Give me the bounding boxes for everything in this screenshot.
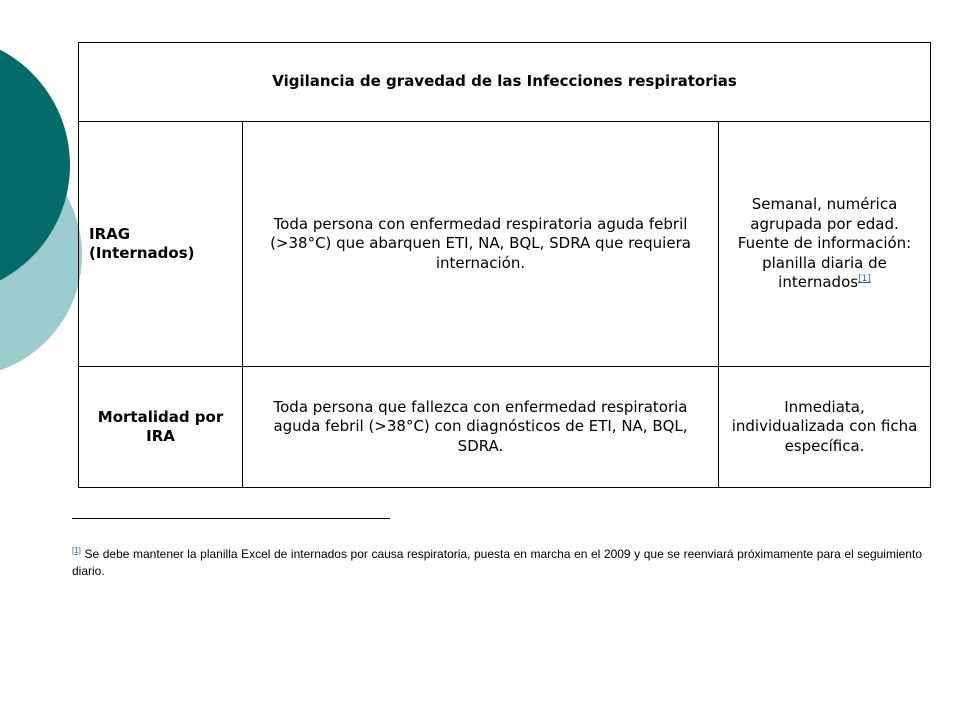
footnote-reference-link[interactable]: [1] — [858, 274, 871, 285]
row-label-mortality: Mortalidad por IRA — [79, 367, 243, 488]
dark-teal-circle — [0, 35, 70, 295]
table-header-row — [79, 43, 931, 122]
footnote-text: Se debe mantener la planilla Excel de internados por causa respiratoria, puesta en marcha en el 2009 y que se reenviará próximamente para el seguimiento diario. — [72, 547, 922, 579]
light-teal-circle — [0, 133, 82, 377]
reporting-text: Semanal, numérica agrupada por edad. Fuente de información: planilla diaria de internados — [737, 195, 912, 292]
table-row — [79, 367, 931, 488]
table-title: Vigilancia de gravedad de las Infecciones respiratorias — [79, 43, 931, 122]
footnote-anchor-link[interactable]: [1] — [72, 546, 81, 555]
surveillance-table — [78, 42, 931, 488]
footnote — [72, 546, 922, 581]
row-label-irag: IRAG (Internados) — [79, 122, 243, 367]
footnote-separator — [72, 518, 390, 519]
row-reporting-mortality: Inmediata, individualizada con ficha específica. — [719, 367, 931, 488]
table-row — [79, 122, 931, 367]
row-reporting-irag — [719, 122, 931, 367]
row-definition-mortality: Toda persona que fallezca con enfermedad respiratoria aguda febril (>38°C) con diagnósticos de ETI, NA, BQL, SDRA. — [243, 367, 719, 488]
row-definition-irag: Toda persona con enfermedad respiratoria aguda febril (>38°C) que abarquen ETI, NA, BQL, SDRA que requiera internación. — [243, 122, 719, 367]
